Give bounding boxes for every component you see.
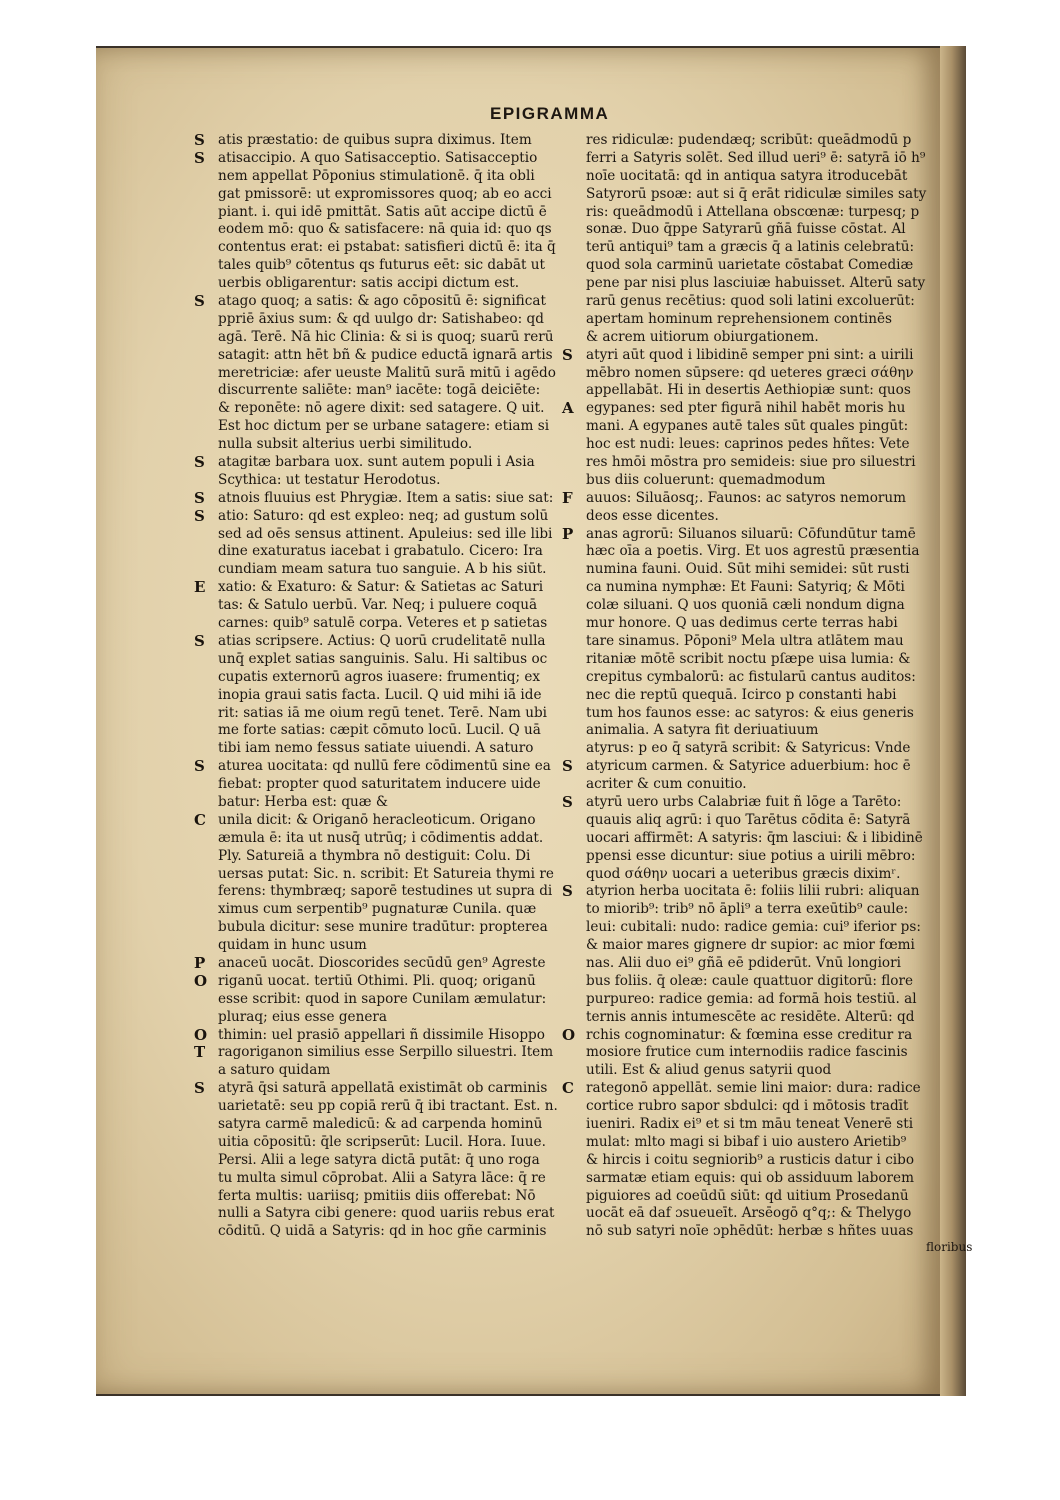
line-text: atio: Saturo: qd est expleo: neq; ad gustum solū [218,507,549,524]
text-line [562,186,942,204]
text-line [562,1027,942,1045]
text-line [562,633,942,651]
text-line [562,168,942,186]
text-line [562,1044,942,1062]
line-text: ca numina nymphæ: Et Fauni: Satyriq; & Mōti [586,579,905,596]
line-text: nulli a Satyra cibi genere: quod uariis rebus erat [218,1205,555,1222]
line-text: bubula dicitur: sese munire tradūtur: propterea [218,919,548,936]
initial-letter: S [194,757,205,776]
line-text: meretriciæ: afer ueuste Malitū surā mitū i agēdo [218,364,556,381]
line-text: pluraq; eius esse genera [218,1008,387,1025]
line-text: sed ad oēs sensus attinent. Apuleius: sed ille libi [218,525,553,542]
line-text: bus diis coluerunt: quemadmodum [586,471,826,488]
line-text: sonæ. Duo q̄ppe Satyrarū gñā fuisse cōstat. Al [586,221,906,238]
line-text: ferens: thymbræq; saporē testudines ut supra di [218,883,553,900]
line-text: sarmatæ etiam equis: qui ob assiduum laborem [586,1169,914,1186]
text-line [194,722,564,740]
line-text: ritaniæ mōtē scribit noctu pſæpe uisa lumia: & [586,650,911,667]
line-text: purpureo: radice gemia: ad formā hois testiū. al [586,990,917,1007]
line-text: rarū genus recētius: quod soli latini excoluerūt: [586,293,915,310]
initial-letter: S [194,488,205,507]
line-text: Est hoc dictum per se urbane satagere: etiam si [218,418,550,435]
initial-letter: S [562,792,573,811]
line-text: rit: satias iā me oium regū tenet. Terē. Nam ubi [218,704,548,721]
text-line [194,794,564,812]
text-line [562,347,942,365]
initial-letter: O [562,1025,576,1044]
line-text: atagitæ barbara uox. sunt autem populi i Asia [218,454,535,471]
line-text: Ply. Satureiā a thymbra nō destiguit: Colu. Di [218,847,531,864]
text-line [194,830,564,848]
line-text: hæc oīa a poetis. Virg. Et uos agrestū præsentia [586,543,920,560]
line-text: nem appellat Pōponius stimulationē. q̄ ita obli [218,167,535,184]
initial-letter: P [194,953,206,972]
text-line [194,204,564,222]
text-line [562,883,942,901]
line-text: gat pmissorē: ut expromissores quoq; ab eo acci [218,185,552,202]
text-line [194,436,564,454]
initial-letter: S [194,506,205,525]
text-line [194,633,564,651]
line-text: ferri a Satyris solēt. Sed illud ueri⁹ ē: satyrā iō h⁹ [586,149,926,166]
line-text: tibi iam nemo fessus satiate uiuendi. A saturo [218,740,534,757]
text-line [194,740,564,758]
line-text: acriter & cum conuitio. [586,776,747,793]
text-line [194,991,564,1009]
initial-letter: S [194,292,205,311]
text-line [562,275,942,293]
text-line [194,472,564,490]
text-line [194,651,564,669]
line-text: ppensi esse dicuntur: siue potius a uirili mēbro: [586,847,916,864]
line-text: deos esse dicentes. [586,507,719,524]
text-line [194,776,564,794]
line-text: atago quoq; a satis: & ago cōpositū ē: significat [218,293,546,310]
initial-letter: F [562,488,573,507]
left-column [194,132,564,1241]
line-text: a saturo quidam [218,1062,331,1079]
line-text: ris: queādmodū i Attellana obscœnæ: turpesq; p [586,203,920,220]
initial-letter: S [194,631,205,650]
text-line [194,866,564,884]
text-line [194,1098,564,1116]
text-line [562,901,942,919]
text-line [194,150,564,168]
line-text: colæ siluani. Q uos quoniā cæli nondum digna [586,597,905,614]
text-line [562,490,942,508]
text-line [194,365,564,383]
catchword: floribus [926,1240,973,1254]
line-text: egypanes: sed pter figurā nihil habēt moris hu [586,400,906,417]
initial-letter: P [562,524,574,543]
line-text: uocari affirmēt: A satyris: q̄m lasciui: & i libidinē [586,829,923,846]
text-line [562,615,942,633]
text-line [194,687,564,705]
text-line [562,1062,942,1080]
line-text: anas agrorū: Siluanos siluarū: Cōfundūtur tamē [586,525,916,542]
initial-letter: S [562,882,573,901]
line-text: satagit: attn hēt bñ & pudice eductā ignarā artis [218,346,553,363]
line-text: nec die reptū quequā. Icirco p constanti habi [586,686,897,703]
text-line [562,257,942,275]
text-line [562,454,942,472]
text-line [194,1152,564,1170]
initial-letter: O [194,1025,208,1044]
line-text: & reponēte: nō agere dixit: sed satagere. Q uit. [218,400,545,417]
line-text: iueniri. Radix ei⁹ et si tm māu teneat Venerē sti [586,1115,914,1132]
text-line [562,758,942,776]
line-text: quod σάθην uocari a ueteribus græcis diximʳ. [586,865,901,882]
line-text: rategonō appellāt. semie lini maior: dura: radice [586,1080,921,1097]
line-text: tare sinamus. Pōponi⁹ Mela ultra atlātem mau [586,632,904,649]
line-text: to miorib⁹: trib⁹ nō āpli⁹ a terra exeūtib⁹ caule: [586,901,909,918]
line-text: Satyrorū psoæ: aut si q̄ erāt ridiculæ similes saty [586,185,927,202]
text-line [194,221,564,239]
line-text: satyra carmē maledicū: & ad carpenda hominū [218,1115,543,1132]
text-line [562,1098,942,1116]
line-text: piguiores ad coeūdū siūt: qd uitium Prosedanū [586,1187,909,1204]
text-line [194,1044,564,1062]
initial-letter: C [562,1079,574,1098]
initial-letter: S [194,1079,205,1098]
text-line [194,490,564,508]
line-text: æmula ē: ita ut nusq̄ utrūq; i cōdimentis addat. [218,829,544,846]
initial-letter: S [562,345,573,364]
line-text: riganū uocat. tertiū Othimi. Pli. quoq; origanū [218,972,536,989]
text-line [562,669,942,687]
text-line [194,901,564,919]
line-text: nas. Alii duo ei⁹ gñā eē pdiderūt. Vnū longiori [586,954,901,971]
text-line [562,1134,942,1152]
line-text: dine exaturatus iacebat i grabatulo. Cicero: Ira [218,543,543,560]
text-line [194,239,564,257]
line-text: animalia. A satyra fit deriuatiuum [586,722,819,739]
text-line [194,347,564,365]
text-line [562,561,942,579]
line-text: res hmōi mōstra pro semideis: siue pro siluestri [586,454,916,471]
line-text: & maior mares gignere dr supior: ac mior fœmi [586,937,915,954]
text-line [562,382,942,400]
text-line [194,812,564,830]
line-text: atias scripsere. Actius: Q uorū crudelitatē nulla [218,632,546,649]
text-line [194,955,564,973]
line-text: quauis aliq agrū: i quo Tarētus cōdita ē: Satyrā [586,811,911,828]
line-text: carnes: quib⁹ satulē corpa. Veteres et p satietas [218,615,548,632]
line-text: ragoriganon similius esse Serpillo siluestri. Item [218,1044,554,1061]
text-line [562,1009,942,1027]
line-text: ferta multis: uariisq; pmitiis diis offerebat: Nō [218,1187,536,1204]
line-text: atyricum carmen. & Satyrice aduerbium: hoc ē [586,758,911,775]
text-line [562,776,942,794]
line-text: esse scribit: quod in sapore Cunilam æmulatur: [218,990,547,1007]
line-text: leui: cubitali: nudo: radice gemia: cui⁹ iferior ps: [586,919,921,936]
line-text: ximus cum serpentib⁹ pugnaturæ Cunila. quæ [218,901,537,918]
line-text: mur honore. Q uas dedimus certe terras habi [586,615,898,632]
text-line [194,919,564,937]
initial-letter: A [562,399,574,418]
text-line [562,293,942,311]
text-line [194,543,564,561]
line-text: res ridiculæ: pudendæq; scribūt: queādmodū p [586,132,912,148]
text-line [562,991,942,1009]
line-text: Persi. Alii a lege satyra dictā putāt: q̄ uno roga [218,1151,540,1168]
line-text: thimin: uel prasiō appellari ñ dissimile Hisoppo [218,1026,545,1043]
line-text: ternis annis intumescēte ac residēte. Alterū: qd [586,1008,915,1025]
text-line [562,418,942,436]
line-text: crepitus cymbalorū: ac fistularū cantus auditos: [586,668,916,685]
text-line [194,257,564,275]
text-line [562,973,942,991]
line-text: apertam hominum reprehensionem continēs [586,310,893,327]
initial-letter: T [194,1043,206,1062]
text-line [562,579,942,597]
line-text: atisaccipio. A quo Satisacceptio. Satisacceptio [218,149,538,166]
text-line [562,436,942,454]
line-text: anaceū uocāt. Dioscorides secūdū gen⁹ Agreste [218,954,546,971]
text-line [562,705,942,723]
line-text: nulla subsit alterius uerbi similitudo. [218,436,473,453]
line-text: numina fauni. Ouid. Sūt mihi semidei: sūt rusti [586,561,910,578]
text-line [194,973,564,991]
text-line [562,150,942,168]
line-text: mēbro nomen sūpsere: qd ueteres græci σάθην [586,364,914,381]
line-text: atyrus: p eo q̄ satyrā scribit: & Satyricus: Vnde [586,740,911,757]
text-line [562,1080,942,1098]
line-text: atnois fluuius est Phrygiæ. Item a satis: siue sat: [218,489,554,506]
text-line [562,472,942,490]
line-text: inopia graui satis facta. Lucil. Q uid mihi iā ide [218,686,542,703]
text-line [562,204,942,222]
text-line [194,669,564,687]
text-line [194,1116,564,1134]
line-text: mosiore frutice cum internodiis radice fascinis [586,1044,908,1061]
initial-letter: O [194,971,208,990]
text-line [562,1223,942,1241]
line-text: uitia cōpositū: q̄le scripserūt: Lucil. Hora. Iuue. [218,1133,546,1150]
line-text: unq̄ explet satias sanguinis. Salu. Hi saltibus oc [218,650,548,667]
line-text: unila dicit: & Origanō heracleoticum. Origano [218,811,536,828]
line-text: nō sub satyri noīe ɔphēdūt: herbæ s hñtes uuas [586,1223,914,1240]
line-text: terū antiqui⁹ tam a græcis q̄ a latinis celebratū: [586,239,915,256]
text-line [562,1188,942,1206]
text-line [194,454,564,472]
line-text: contentus erat: ei pstabat: satisfieri dictū ē: ita q̄ [218,239,556,256]
text-line [194,579,564,597]
line-text: mani. A egypanes autē tales sūt quales pingūt: [586,418,909,435]
text-line [562,651,942,669]
text-line [562,866,942,884]
text-line [194,400,564,418]
text-line [194,1205,564,1223]
line-text: atis præstatio: de quibus supra diximus. Item [218,132,532,148]
text-line [194,758,564,776]
line-text: & acrem uitiorum obiurgationem. [586,328,819,345]
line-text: quidam in hunc usum [218,937,367,954]
text-line [562,365,942,383]
line-text: eodem mō: quo & satisfacere: nā quia id: quo qs [218,221,552,238]
line-text: noīe uocitatā: qd in antiqua satyra itroducebāt [586,167,908,184]
line-text: atyri aūt quod i libidinē semper pni sint: a uirili [586,346,914,363]
line-text: xatio: & Exaturo: & Satur: & Satietas ac Saturi [218,579,544,596]
line-text: & hircis i coitu segniorib⁹ a rusticis datur i cibo [586,1151,915,1168]
line-text: uerbis obligarentur: satis accipi dictum est. [218,275,520,292]
text-line [194,311,564,329]
text-line [194,329,564,347]
line-text: cōditū. Q uidā a Satyris: qd in hoc gñe carminis [218,1223,547,1240]
initial-letter: S [562,757,573,776]
text-line [194,132,564,150]
line-text: me forte satias: cæpit cōmuto locū. Lucil. Q uā [218,722,541,739]
line-text: Scythica: ut testatur Herodotus. [218,471,441,488]
line-text: hoc est nudi: leues: caprinos pedes hñtes: Vete [586,436,910,453]
text-line [562,848,942,866]
text-line [562,597,942,615]
running-head: EPIGRAMMA [490,104,610,123]
line-text: pene par nisi plus lasciuiæ habuisset. Alterū saty [586,275,926,292]
text-line [562,919,942,937]
text-line [194,1134,564,1152]
line-text: appellabāt. Hi in desertis Aethiopiæ sunt: quos [586,382,911,399]
line-text: discurrente saliēte: man⁹ iacēte: togā deiciēte: [218,382,541,399]
text-line [562,722,942,740]
text-line [194,597,564,615]
text-line [194,561,564,579]
text-line [194,1170,564,1188]
initial-letter: S [194,453,205,472]
initial-letter: C [194,810,206,829]
text-line [194,615,564,633]
line-text: cundiam meam satura tuo sanguie. A b his siūt. [218,561,547,578]
line-text: uocāt eā daf ɔsueueīt. Arsēogō q°q;: & Thelygo [586,1205,912,1222]
line-text: tum hos faunos esse: ac satyros: & eius generis [586,704,914,721]
text-line [194,1027,564,1045]
line-text: uersas putat: Sic. n. scribit: Et Satureia thymi re [218,865,554,882]
text-line [562,221,942,239]
line-text: rchis cognominatur: & fœmina esse creditur ra [586,1026,913,1043]
line-text: mulat: mlto magi si bibaf i uio austero Arietib⁹ [586,1133,907,1150]
line-text: bus foliis. q̄ oleæ: caule quattuor digitorū: flore [586,972,914,989]
line-text: batur: Herba est: quæ & [218,793,388,810]
line-text: agā. Terē. Nā hic Clinia: & si is quoq; suarū rerū [218,328,554,345]
text-line [194,705,564,723]
line-text: auuos: Siluāosq;. Faunos: ac satyros nemorum [586,489,907,506]
text-line [194,883,564,901]
text-line [562,1205,942,1223]
line-text: tu multa simul cōprobat. Alii a Satyra lāce: q̄ re [218,1169,546,1186]
line-text: atyrū uero urbs Calabriæ fuit ñ lōge a Tarēto: [586,793,902,810]
text-line [562,400,942,418]
initial-letter: S [194,148,205,167]
text-line [194,1223,564,1241]
text-line [194,1009,564,1027]
text-line [562,937,942,955]
text-line [194,508,564,526]
initial-letter: E [194,578,206,597]
text-line [562,239,942,257]
text-line [562,329,942,347]
text-line [194,382,564,400]
text-line [562,132,942,150]
line-text: cortice rubro sapor sbdulci: qd i mōtosis tradīt [586,1098,909,1115]
text-line [562,812,942,830]
text-line [194,526,564,544]
text-line [194,1080,564,1098]
text-line [562,311,942,329]
line-text: piant. i. qui idē pmittāt. Satis aūt accipe dictū ē [218,203,547,220]
line-text: uarietatē: seu pp copiā rerū q̄ ibi tractant. Est. n. [218,1098,558,1115]
text-line [562,830,942,848]
text-line [194,168,564,186]
text-line [194,275,564,293]
page-edge [940,46,966,1396]
initial-letter: S [194,131,205,149]
text-line [562,1116,942,1134]
line-text: atyrion herba uocitata ē: foliis lilii rubri: aliquan [586,883,920,900]
line-text: quod sola carminū uarietate cōstabat Comediæ [586,257,914,274]
line-text: tales quib⁹ cōtentus qs futurus eēt: sic dabāt ut [218,257,545,274]
line-text: atyrā q̄si saturā appellatā existimāt ob carminis [218,1080,548,1097]
text-line [194,1062,564,1080]
line-text: cupatis externorū agros iuasere: frumentiq; ex [218,668,541,685]
text-line [562,1152,942,1170]
text-line [194,937,564,955]
text-line [562,740,942,758]
text-line [562,955,942,973]
line-text: fiebat: propter quod saturitatem inducere uide [218,776,541,793]
line-text: utili. Est & aliud genus satyrii quod [586,1062,832,1079]
line-text: ppriē āxius sum: & qd uulgo dr: Satishabeo: qd [218,310,544,327]
text-line [194,1188,564,1206]
text-line [562,508,942,526]
text-line [562,687,942,705]
right-column [562,132,942,1241]
text-line [562,794,942,812]
text-line [562,526,942,544]
text-line [194,293,564,311]
text-line [562,1170,942,1188]
text-line [194,418,564,436]
text-line [562,543,942,561]
line-text: tas: & Satulo uerbū. Var. Neq; i puluere coquā [218,597,538,614]
text-line [194,186,564,204]
text-line [194,848,564,866]
line-text: aturea uocitata: qd nullū fere cōdimentū sine ea [218,758,551,775]
